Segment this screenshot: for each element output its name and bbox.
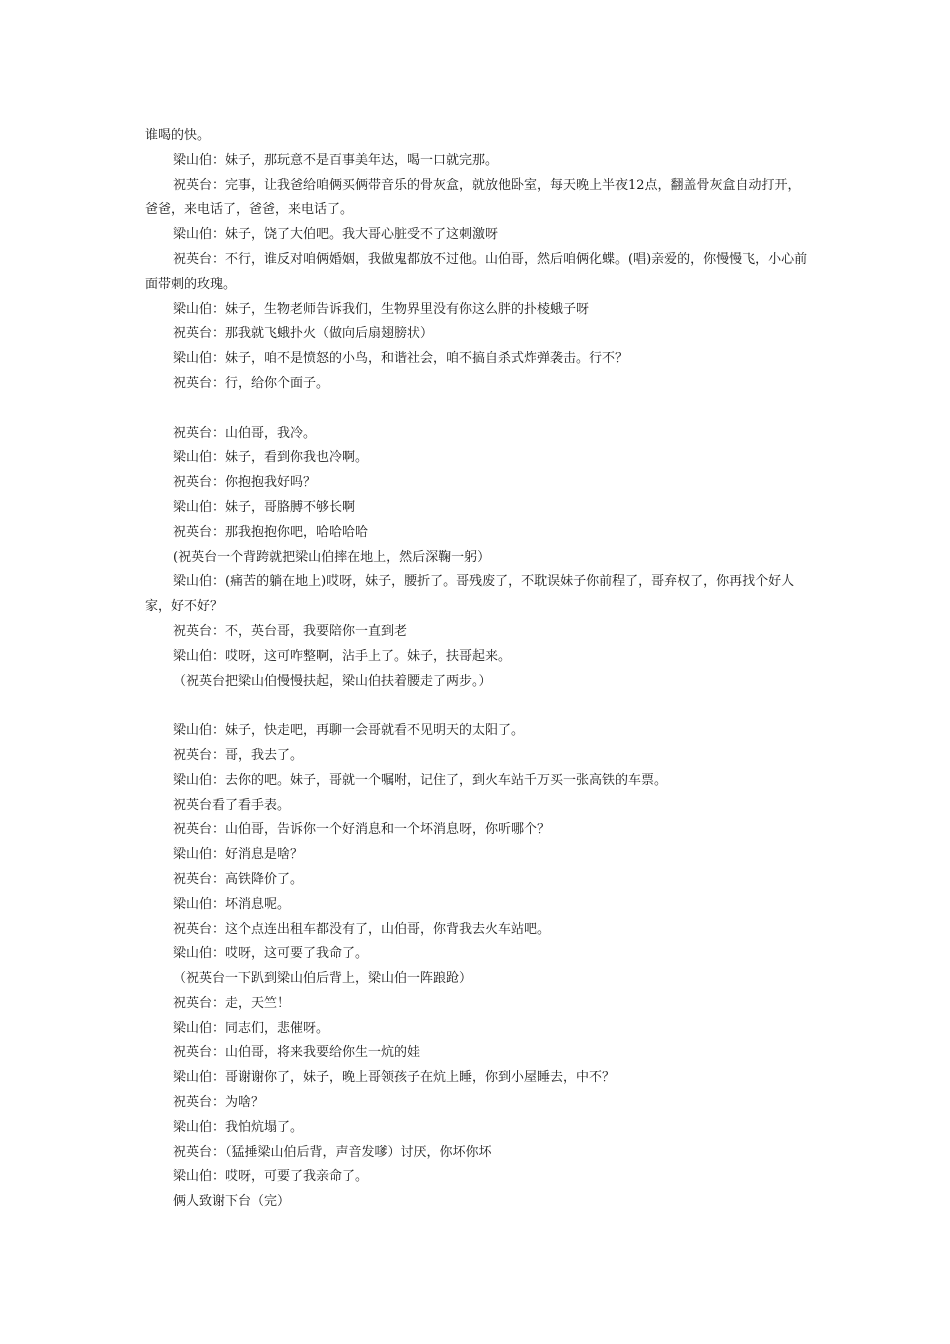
paragraph: 祝英台：山伯哥，将来我要给你生一炕的娃: [173, 1045, 421, 1061]
paragraph: 梁山伯：好消息是啥？: [173, 847, 304, 863]
stage-direction: (祝英台一个背跨就把梁山伯摔在地上，然后深鞠一躬）: [173, 549, 491, 565]
stage-direction: 祝英台看了看手表。: [173, 797, 291, 813]
paragraph: 梁山伯：妹子，咱不是愤怒的小鸟，和谐社会，咱不搞自杀式炸弹袭击。行不？: [173, 351, 629, 367]
paragraph: 祝英台：哥，我去了。: [173, 747, 304, 763]
paragraph: 祝英台：不行，谁反对咱俩婚姻，我做鬼都放不过他。山伯哥，然后咱俩化蝶。(唱)亲爱的，你慢慢飞，小心前面带刺的玫瑰。: [145, 251, 808, 292]
paragraph: 梁山伯：哎呀，这可咋整啊，沾手上了。妹子，扶哥起来。: [173, 648, 512, 664]
paragraph: 祝英台：（猛捶梁山伯后背，声音发嗲）讨厌，你坏你坏: [173, 1144, 492, 1160]
paragraph: 祝英台：为啥？: [173, 1095, 265, 1111]
closing-line: 俩人致谢下台（完）: [173, 1194, 291, 1210]
paragraph: 梁山伯：我怕炕塌了。: [173, 1119, 304, 1135]
paragraph: 祝英台：那我抱抱你吧，哈哈哈哈: [173, 524, 369, 540]
paragraph: 谁喝的快。: [145, 128, 211, 143]
paragraph: 祝英台：那我就飞蛾扑火（做向后扇翅膀状）: [173, 326, 434, 342]
paragraph: 祝英台：高铁降价了。: [173, 871, 304, 887]
paragraph: 祝英台：不，英台哥，我要陪你一直到老: [173, 623, 408, 639]
paragraph: 梁山伯：妹子，看到你我也冷啊。: [173, 450, 369, 466]
paragraph: 祝英台：行，给你个面子。: [173, 375, 330, 391]
stage-direction: （祝英台一下趴到梁山伯后背上，梁山伯一阵踉跄）: [173, 971, 473, 987]
paragraph: 梁山伯：(痛苦的躺在地上)哎呀，妹子，腰折了。哥残废了，不耽误妹子你前程了，哥弃权了，你再找个好人家，好不好？: [145, 574, 795, 615]
paragraph: 梁山伯：妹子，生物老师告诉我们，生物界里没有你这么胖的扑棱蛾子呀: [173, 301, 590, 317]
paragraph: 祝英台：完事，让我爸给咱俩买俩带音乐的骨灰盒，就放他卧室，每天晚上半夜12点，翻盖骨灰盒自动打开，爸爸，来电话了，爸爸，来电话了。: [145, 177, 801, 218]
paragraph: 祝英台：山伯哥，告诉你一个好消息和一个坏消息呀，你听哪个？: [173, 822, 551, 838]
paragraph: 梁山伯：妹子，饶了大伯吧。我大哥心脏受不了这刺激呀: [173, 227, 499, 243]
paragraph: 梁山伯：哥谢谢你了，妹子，晚上哥领孩子在炕上睡，你到小屋睡去，中不？: [173, 1070, 616, 1086]
paragraph: 梁山伯：同志们，悲催呀。: [173, 1020, 330, 1036]
blank-line: [145, 397, 809, 422]
script-text: [145, 124, 809, 1215]
blank-line: [145, 694, 809, 719]
paragraph: 祝英台：走，天竺！: [173, 995, 291, 1011]
paragraph: 祝英台：山伯哥，我冷。: [173, 425, 317, 441]
stage-direction: （祝英台把梁山伯慢慢扶起，梁山伯扶着腰走了两步。）: [173, 673, 492, 689]
paragraph: 梁山伯：妹子，快走吧，再聊一会哥就看不见明天的太阳了。: [173, 723, 525, 739]
paragraph: 梁山伯：妹子，那玩意不是百事美年达，喝一口就完那。: [173, 152, 499, 168]
paragraph: 梁山伯：坏消息呢。: [173, 896, 291, 912]
paragraph: 梁山伯：妹子，哥胳膊不够长啊: [173, 499, 356, 515]
paragraph: 祝英台：这个点连出租车都没有了，山伯哥，你背我去火车站吧。: [173, 921, 551, 937]
paragraph: 梁山伯：去你的吧。妹子，哥就一个嘱咐，记住了，到火车站千万买一张高铁的车票。: [173, 772, 668, 788]
paragraph: 梁山伯：哎呀，可要了我亲命了。: [173, 1169, 369, 1185]
paragraph: 祝英台：你抱抱我好吗？: [173, 475, 317, 491]
paragraph: 梁山伯：哎呀，这可要了我命了。: [173, 946, 369, 962]
